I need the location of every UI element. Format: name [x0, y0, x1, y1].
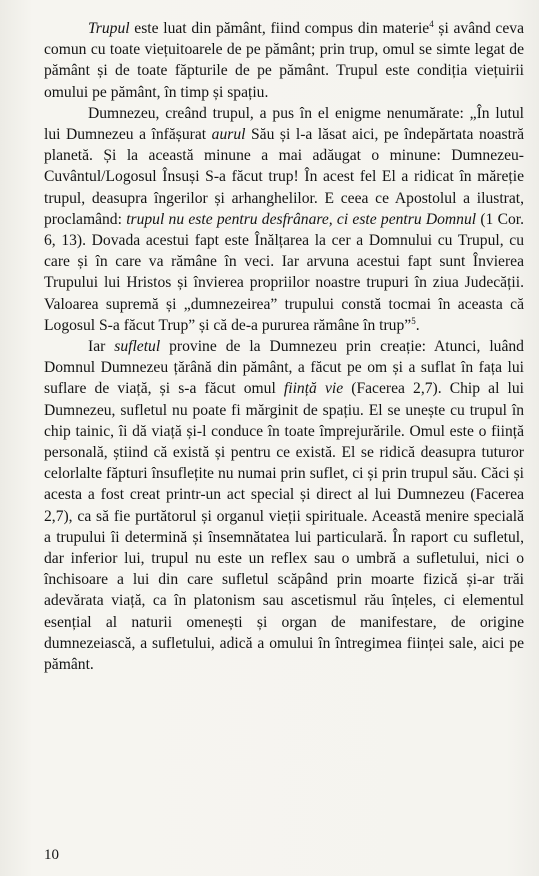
text-run: (1 Cor. 6, 13). Dovada acestui fapt este Înălțarea la cer a Domnului cu Trupul, cu care și în care va rămâne în veci. Iar arvuna acestui fapt sunt Învierea Trupului lui Hristos și învierea propriilor noastre trupuri în ziua Judecății. Valoarea supremă și „dumnezeirea” trupului constă tocmai în aceasta că Logosul S-a făcut Trup” și că de-a pururea rămâne în trup” [44, 210, 525, 334]
text-run: Iar [88, 338, 115, 356]
paragraph [44, 336, 524, 675]
body-text [44, 18, 524, 675]
footnote-ref: 5 [411, 315, 416, 326]
italic-text: ființă vie [283, 380, 344, 398]
text-run: Său și l-a lăsat aici, pe îndepărtata noastră planetă. Și la această minune a mai adăugat o minune: Dumnezeu-Cuvântul/Logosul Însuși S-a făcut trup! În acest fel El a ridicat în măreție trupul, deasupra îngerilor și arhanghelilor. E ceea ce Apostolul a ilustrat, proclamând: [44, 126, 525, 228]
footnote-ref: 4 [429, 18, 434, 29]
italic-text: aurul [211, 126, 246, 144]
text-run: Dumnezeu, creând trupul, a pus în el enigme nenumărate: „În lutul lui Dumnezeu a înfășurat [44, 104, 524, 144]
text-run: și având ceva comun cu toate viețuitoarele de pe pământ; prin trup, omul se simte legat de pământ și de toate făpturile de pe pământ. Trupul este condiția viețuirii omului pe pământ, în timp și spațiu. [44, 20, 524, 101]
text-run: este luat din pământ, fiind compus din materie [129, 20, 430, 37]
paragraph [44, 103, 524, 336]
italic-text: trupul nu este pentru desfrânare, ci este pentru Domnul [126, 210, 477, 228]
paragraph [44, 18, 524, 103]
page-number: 10 [44, 847, 59, 863]
italic-text: Trupul [88, 20, 130, 37]
text-run: . [415, 316, 420, 334]
text-run: (Facerea 2,7). Chip al lui Dumnezeu, sufletul nu poate fi mărginit de spațiu. El se unește cu trupul în chip tainic, îi dă viață și-l conduce în toate împrejurările. Omul este o ființă personală, știind că există și pentru ce există. El se ridică deasupra tuturor celorlalte făpturi însuflețite nu numai prin suflet, ci și prin trupul său. Căci și acesta a fost creat printr-un act special și direct al lui Dumnezeu (Facerea 2,7), ca să fie purtătorul și organul vieții spirituale. Această menire specială a trupului îi determină și însemnătatea lui particulară. În raport cu sufletul, dar inferior lui, trupul nu este un reflex sau o umbră a sufletului, nici o închisoare a lui din care sufletul scăpând prin moarte fizică și-ar trăi adevărata viață, ca în platonism sau ascetismul rău înțeles, ci elementul esențial al naturii omenești și organ de manifestare, de origine dumnezeiască, a sufletului, adică a omului în întregimea ființei sale, aici pe pământ. [44, 380, 524, 674]
text-run: provine de la Dumnezeu prin creație: Atunci, luând Domnul Dumnezeu țărână din pământ, a făcut pe om și a suflat în fața lui suflare de viață, și s-a făcut omul [44, 338, 524, 398]
italic-text: sufletul [114, 338, 161, 356]
